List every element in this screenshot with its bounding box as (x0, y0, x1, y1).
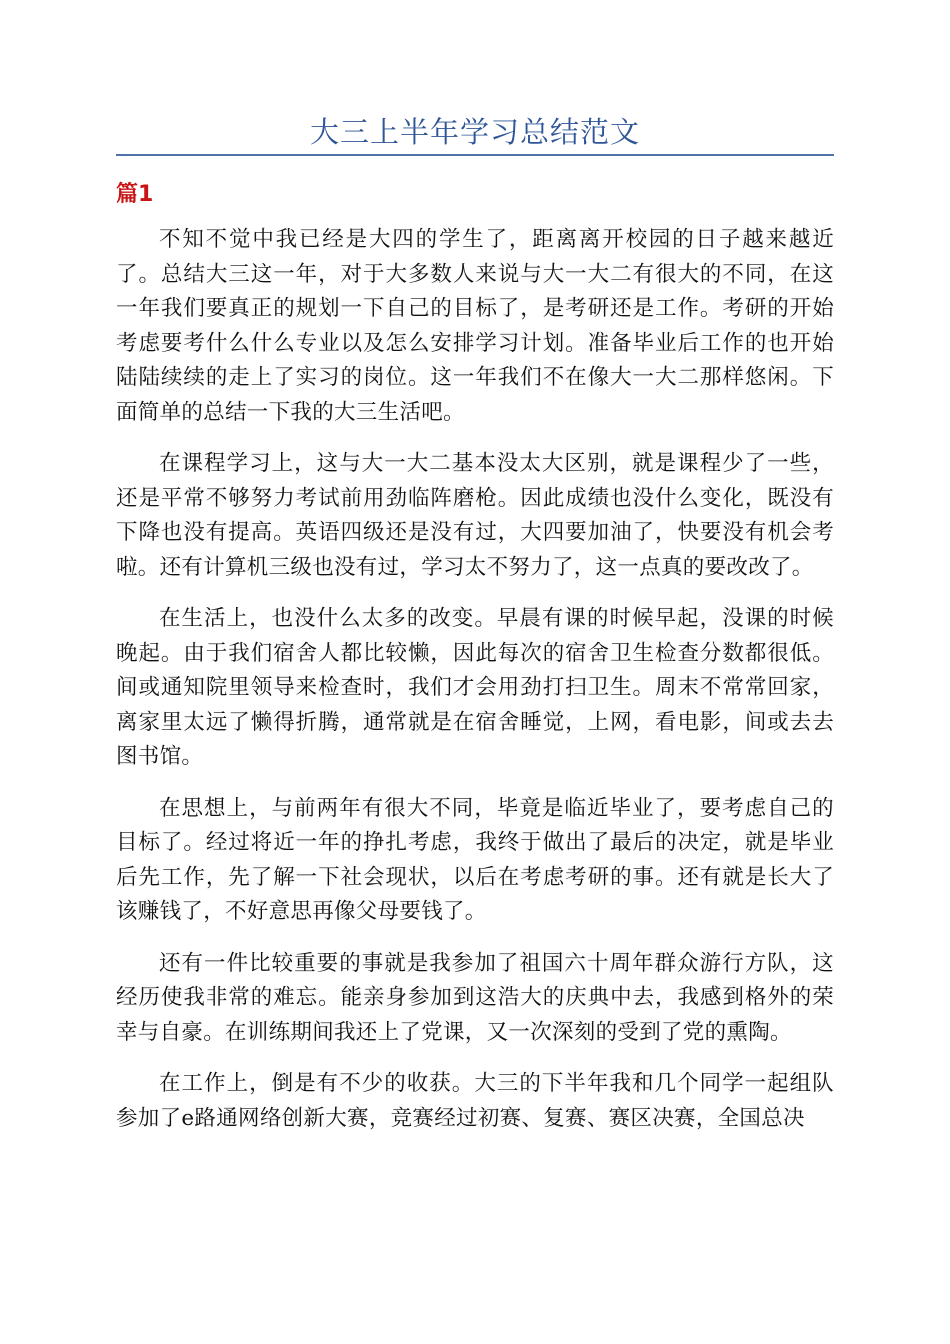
paragraph-5: 还有一件比较重要的事就是我参加了祖国六十周年群众游行方队，这经历使我非常的难忘。能亲身参加到这浩大的庆典中去，我感到格外的荣幸与自豪。在训练期间我还上了党课，又一次深刻的受到了党的熏陶。 (116, 950, 834, 1045)
document-title: 大三上半年学习总结范文 (309, 115, 640, 149)
section-heading: 篇1 (116, 182, 154, 207)
document-body (116, 223, 834, 1153)
paragraph-3: 在生活上，也没什么太多的改变。早晨有课的时候早起，没课的时候晚起。由于我们宿舍人都比较懒，因此每次的宿舍卫生检查分数都很低。间或通知院里领导来检查时，我们才会用劲打扫卫生。周末不常常回家，离家里太远了懒得折腾，通常就是在宿舍睡觉，上网，看电影，间或去去图书馆。 (116, 606, 834, 769)
title-underline (116, 154, 834, 156)
paragraph-1: 不知不觉中我已经是大四的学生了，距离离开校园的日子越来越近了。总结大三这一年，对于大多数人来说与大一大二有很大的不同，在这一年我们要真正的规划一下自己的目标了，是考研还是工作。考研的开始考虑要考什么什么专业以及怎么安排学习计划。准备毕业后工作的也开始陆陆续续的走上了实习的岗位。这一年我们不在像大一大二那样悠闲。下面简单的总结一下我的大三生活吧。 (116, 227, 834, 425)
paragraph-2: 在课程学习上，这与大一大二基本没太大区别，就是课程少了一些，还是平常不够努力考试前用劲临阵磨枪。因此成绩也没什么变化，既没有下降也没有提高。英语四级还是没有过，大四要加油了，快要没有机会考啦。还有计算机三级也没有过，学习太不努力了，这一点真的要改改了。 (116, 451, 834, 580)
paragraph-4: 在思想上，与前两年有很大不同，毕竟是临近毕业了，要考虑自己的目标了。经过将近一年的挣扎考虑，我终于做出了最后的决定，就是毕业后先工作，先了解一下社会现状，以后在考虑考研的事。还有就是长大了该赚钱了，不好意思再像父母要钱了。 (116, 795, 834, 924)
paragraph-6: 在工作上，倒是有不少的收获。大三的下半年我和几个同学一起组队参加了e路通网络创新大赛，竞赛经过初赛、复赛、赛区决赛，全国总决 (116, 1071, 834, 1131)
